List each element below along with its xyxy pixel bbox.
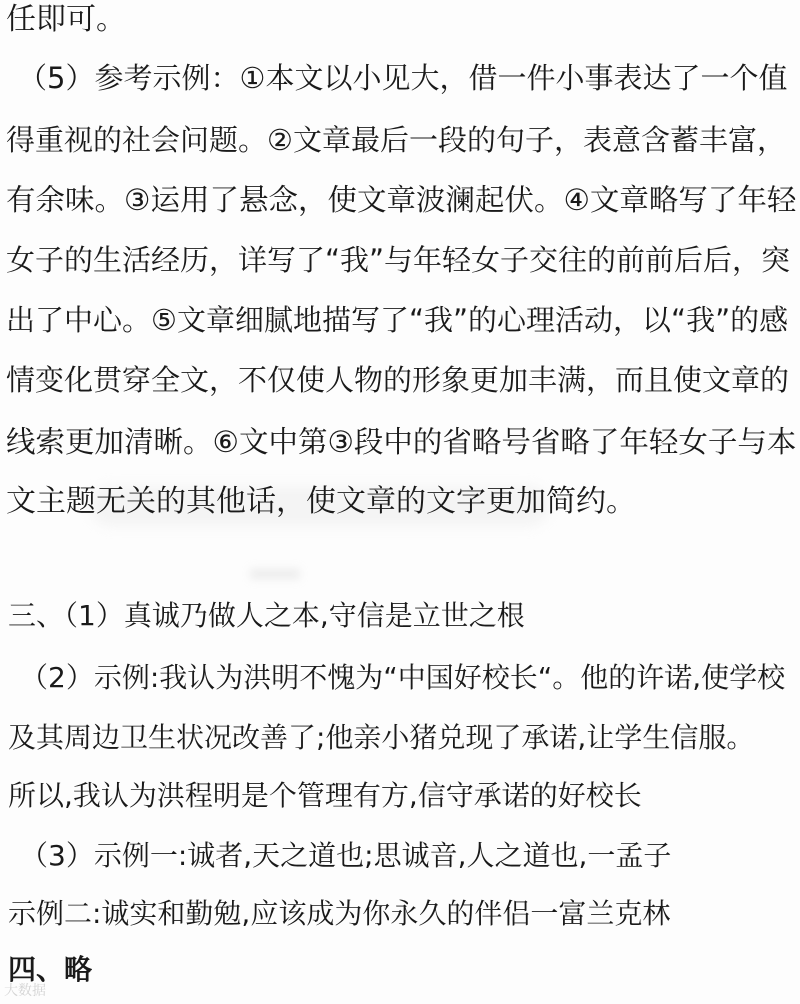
text-line-11: （2）示例:我认为洪明不愧为“中国好校长“。他的许诺,使学校 — [20, 661, 786, 694]
text-line-9: 文主题无关的其他话，使文章的文字更加简约。 — [6, 484, 636, 519]
text-line-5: 女子的生活经历，详写了“我”与年轻女子交往的前前后后，突 — [6, 243, 791, 277]
text-line-7: 情变化贯穿全文，不仅使人物的形象更加丰满，而且使文章的 — [6, 363, 790, 397]
watermark-logo: 大数据 — [4, 983, 46, 999]
text-line-14: （3）示例一:诚者,天之道也;思诚音,人之道也,一孟子 — [20, 839, 672, 872]
text-line-13: 所以,我认为洪程明是个管理有方,信守承诺的好校长 — [8, 779, 642, 812]
text-line-4: 有余味。③运用了悬念，使文章波澜起伏。④文章略写了年轻 — [6, 183, 797, 217]
section-3-heading: 三、（1）真诚乃做人之本,守信是立世之根 — [8, 599, 525, 632]
text-line-3: 得重视的社会问题。②文章最后一段的句子，表意含蓄丰富， — [6, 123, 786, 157]
text-line-6: 出了中心。⑤文章细腻地描写了“我”的心理活动，以“我”的感 — [6, 303, 789, 337]
text-line-12: 及其周边卫生状况改善了;他亲小猪兑现了承诺,让学生信服。 — [8, 721, 755, 754]
text-line-2: （5）参考示例：①本文以小见大，借一件小事表达了一个值 — [18, 61, 788, 95]
text-line-1: 任即可。 — [6, 2, 126, 37]
section-4-heading: 四、略 — [8, 953, 93, 986]
text-line-8: 线索更加清晰。⑥文中第③段中的省略号省略了年轻女子与本 — [6, 425, 797, 459]
text-line-15: 示例二:诚实和勤勉,应该成为你永久的伴侣一富兰克林 — [8, 897, 671, 930]
scan-smudge-small — [250, 568, 300, 580]
